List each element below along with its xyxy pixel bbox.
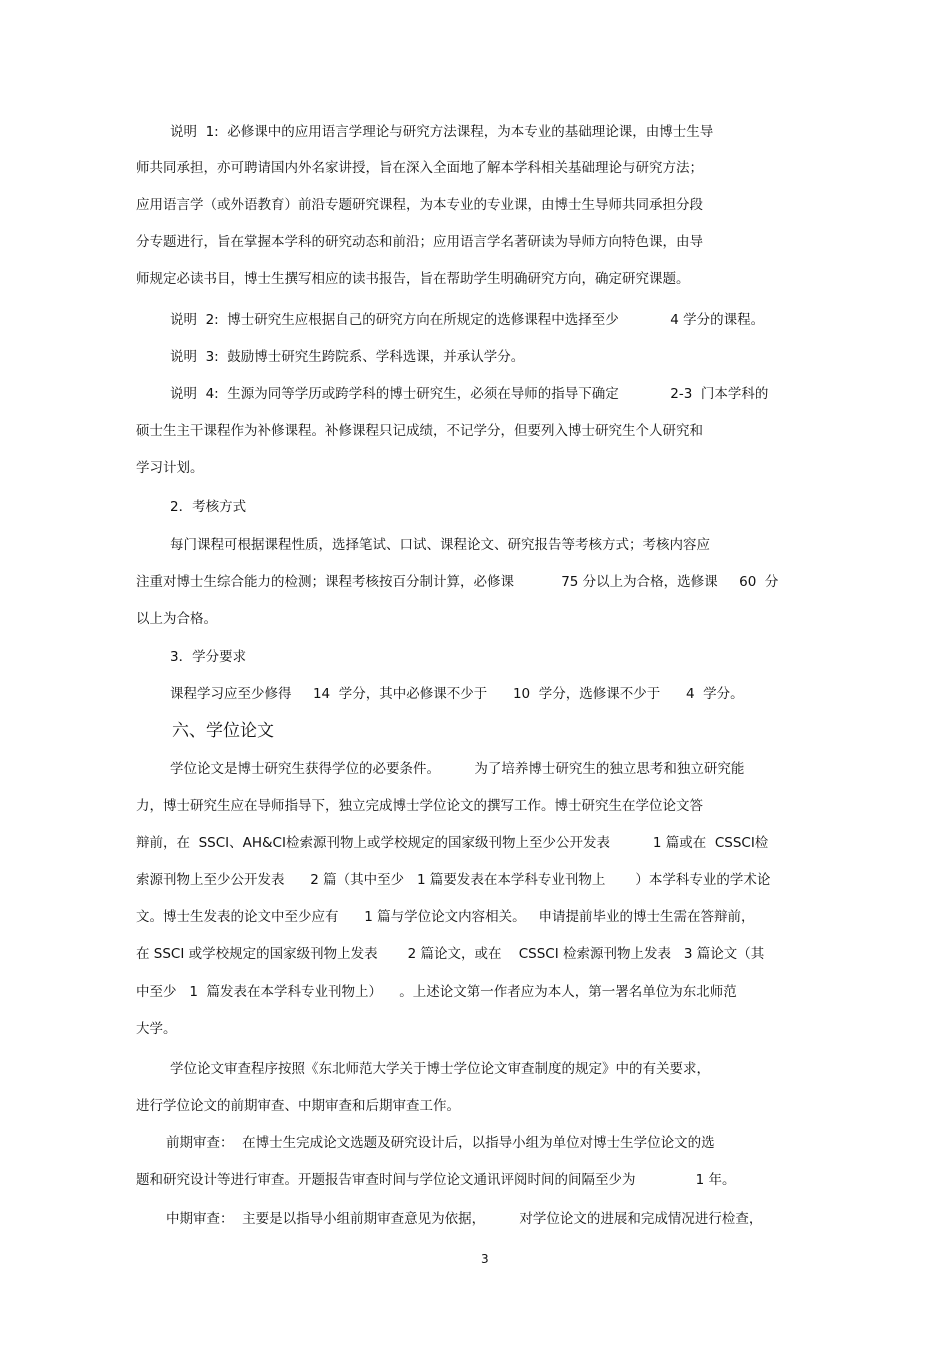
text-line: 学位论文是博士研究生获得学位的必要条件。 为了培养博士研究生的独立思考和独立研究能 [170, 761, 745, 777]
text-line: 大学。 [136, 1021, 177, 1037]
text-line: 说明 1: 必修课中的应用语言学理论与研究方法课程，为本专业的基础理论课，由博士生导 [170, 124, 714, 140]
section-heading: 3．学分要求 [170, 649, 247, 665]
chapter-heading: 六、学位论文 [172, 721, 274, 741]
section-heading: 2．考核方式 [170, 499, 247, 515]
text-line: 在 SSCI 或学校规定的国家级刊物上发表 2 篇论文，或在 CSSCI 检索源刊物上发表 3 篇论文（其 [136, 946, 765, 962]
text-line: 注重对博士生综合能力的检测；课程考核按百分制计算，必修课 75 分以上为合格，选修课 60 分 [136, 574, 779, 590]
text-line: 索源刊物上至少公开发表 2 篇（其中至少 1 篇要发表在本学科专业刊物上 ）本学科专业的学术论 [136, 872, 771, 888]
text-line: 学位论文审查程序按照《东北师范大学关于博士学位论文审查制度的规定》中的有关要求， [170, 1061, 710, 1077]
text-line: 中至少 1 篇发表在本学科专业刊物上） 。上述论文第一作者应为本人，第一署名单位为东北师范 [136, 984, 737, 1000]
text-line: 辩前，在 SSCI、AH&CI检索源刊物上或学校规定的国家级刊物上至少公开发表 1 篇或在 CSSCI检 [136, 835, 769, 851]
text-line: 学习计划。 [136, 460, 204, 476]
text-line: 中期审查： 主要是以指导小组前期审查意见为依据， 对学位论文的进展和完成情况进行检查， [166, 1211, 763, 1227]
text-line: 分专题进行，旨在掌握本学科的研究动态和前沿；应用语言学名著研读为导师方向特色课，由导 [136, 234, 703, 250]
text-line: 硕士生主干课程作为补修课程。补修课程只记成绩，不记学分，但要列入博士研究生个人研究和 [136, 423, 703, 439]
text-line: 说明 3: 鼓励博士研究生跨院系、学科选课，并承认学分。 [170, 349, 525, 365]
text-line: 每门课程可根据课程性质，选择笔试、口试、课程论文、研究报告等考核方式；考核内容应 [170, 537, 710, 553]
text-line: 力，博士研究生应在导师指导下，独立完成博士学位论文的撰写工作。博士研究生在学位论文答 [136, 798, 703, 814]
text-line: 进行学位论文的前期审查、中期审查和后期审查工作。 [136, 1098, 460, 1114]
text-line: 文。博士生发表的论文中至少应有 1 篇与学位论文内容相关。 申请提前毕业的博士生需在答辩前， [136, 909, 755, 925]
text-line: 说明 2: 博士研究生应根据自己的研究方向在所规定的选修课程中选择至少 4 学分的课程。 [170, 312, 765, 328]
text-line: 说明 4: 生源为同等学历或跨学科的博士研究生，必须在导师的指导下确定 2-3 门本学科的 [170, 386, 769, 402]
page-number: 3 [481, 1252, 489, 1266]
text-line: 课程学习应至少修得 14 学分，其中必修课不少于 10 学分，选修课不少于 4 学分。 [170, 686, 744, 702]
text-line: 题和研究设计等进行审查。开题报告审查时间与学位论文通讯评阅时间的间隔至少为 1 年。 [136, 1172, 736, 1188]
text-line: 前期审查： 在博士生完成论文选题及研究设计后，以指导小组为单位对博士生学位论文的选 [166, 1135, 715, 1151]
text-line: 以上为合格。 [136, 611, 217, 627]
text-line: 师共同承担，亦可聘请国内外名家讲授，旨在深入全面地了解本学科相关基础理论与研究方法； [136, 160, 703, 176]
text-line: 应用语言学（或外语教育）前沿专题研究课程，为本专业的专业课，由博士生导师共同承担分段 [136, 197, 703, 213]
text-line: 师规定必读书目，博士生撰写相应的读书报告，旨在帮助学生明确研究方向，确定研究课题。 [136, 271, 690, 287]
